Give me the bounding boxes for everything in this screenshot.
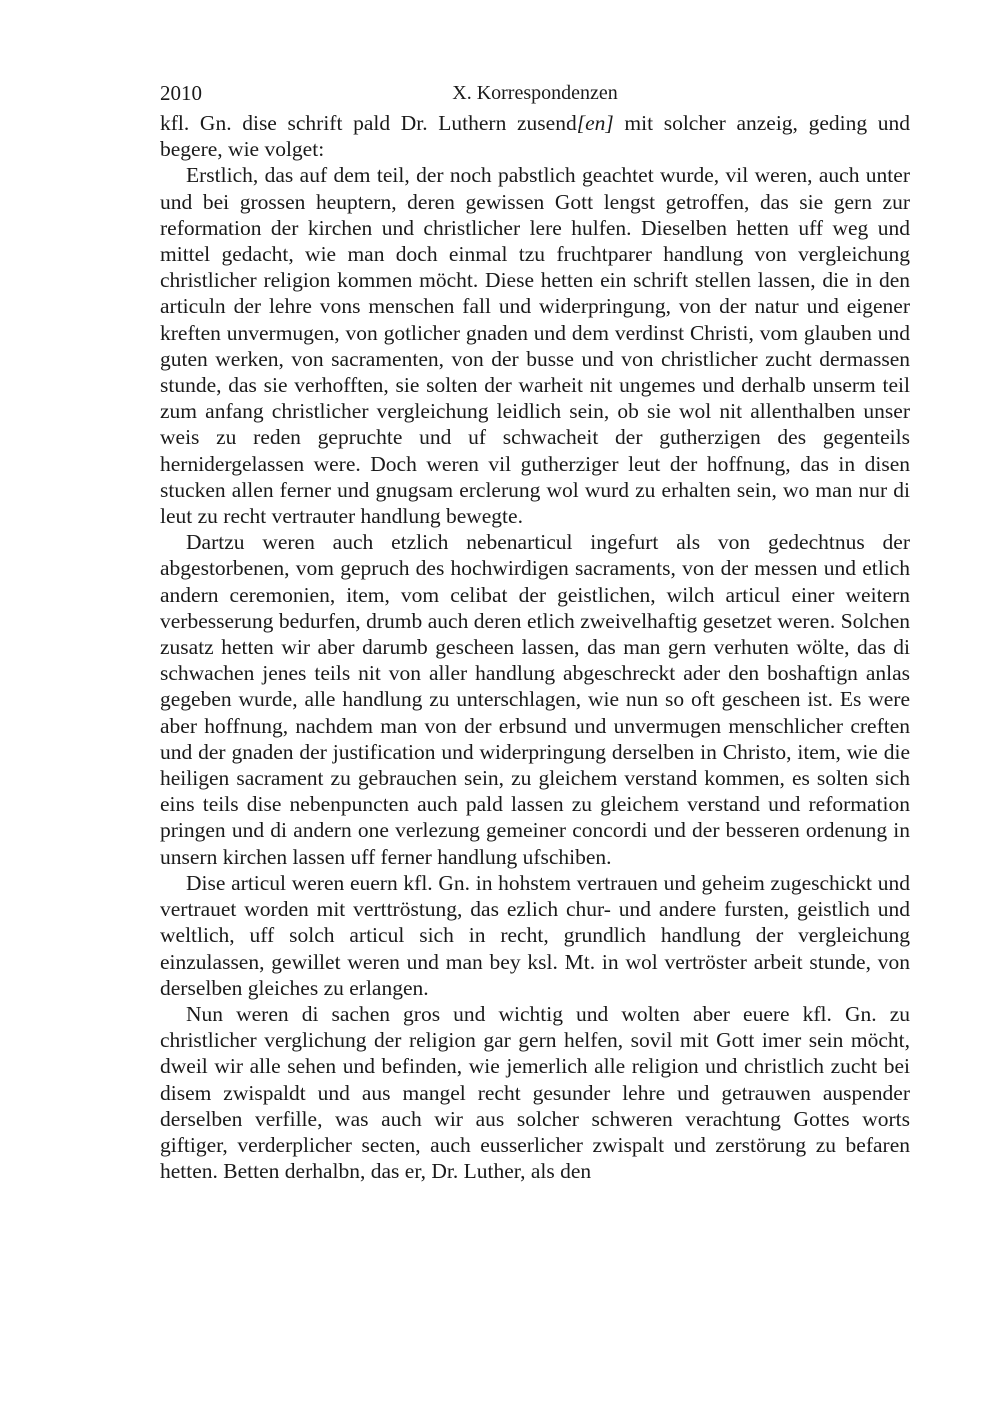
- paragraph-4: Dise articul weren euern kfl. Gn. in hohstem vertrauen und geheim zugeschickt und vertrauet worden mit verttröstung, das ezlich chur- und andere fursten, geistlich und weltlich, uff solch articul sich in recht, grundlich handlung der vergleichung einzulassen, gewillet weren und man bey ksl. Mt. in wol vertröster arbeit stunde, von derselben gleiches zu erlangen.: [160, 870, 910, 1000]
- paragraph-1-text-b: mit solcher anzeig, geding und begere, wie volget:: [160, 111, 911, 162]
- running-title: X. Korrespondenzen: [452, 82, 618, 104]
- page-number: 2010: [160, 81, 202, 105]
- body-text: [160, 110, 910, 1184]
- paragraph-5: Nun weren di sachen gros und wichtig und wolten aber euere kfl. Gn. zu christlicher verglichung der religion gar gern helfen, sovil mit Gott imer sein möcht, dweil wir alle sehen und befinden, wie jemerlich alle religion und christlich zucht bei disem zwispaldt und aus mangel recht gesunder lehre und getrauwen auspender derselben verfille, was auch wir aus solcher schweren verachtung Gottes worts giftiger, verderplicher secten, auch eusserlicher zwispalt und zerstörung zu befaren hetten. Betten derhalbn, das er, Dr. Luther, als den: [160, 1001, 910, 1184]
- paragraph-1-text-a: kfl. Gn. dise schrift pald Dr. Luthern zusend: [160, 111, 577, 135]
- paragraph-1: [160, 110, 910, 162]
- editorial-insertion: [en]: [576, 111, 614, 135]
- running-head: [160, 76, 910, 110]
- paragraph-2: Erstlich, das auf dem teil, der noch pabstlich geachtet wurde, vil weren, auch unter und bei grossen heuptern, deren gewissen Gott lengst getroffen, das sie gern zur reformation der kirchen und christlicher lere hulfen. Dieselben hetten uff weg und mittel gedacht, wie man doch einmal tzu fruchtparer handlung von vergleichung christlicher religion kommen möcht. Diese hetten ein schrift stellen lassen, die in den articuln der lehre vons menschen fall und widerpringung, von der natur und eigener kreften unvermugen, von gotlicher gnaden und dem verdinst Christi, vom glauben und guten werken, von sacramenten, von der busse und von christlicher zucht dermassen stunde, das sie verhofften, sie solten der warheit nit ungemes und derhalb unserm teil zum anfang christlicher vergleichung leidlich sein, ob sie wol nit allenthalben unser weis zu reden gepruchte und uf schwacheit der gutherzigen des gegenteils hernidergelassen were. Doch weren vil gutherziger leut der hoffnung, das in disen stucken allen ferner und gnugsam erclerung wol wurd zu erhalten sein, wo man nur di leut zu recht vertrauter handlung bewegte.: [160, 163, 910, 529]
- book-page: [160, 76, 910, 1184]
- paragraph-3: Dartzu weren auch etzlich nebenarticul ingefurt als von gedechtnus der abgestorbenen, vom gepruch des hochwirdigen sacraments, von der messen und etlich andern ceremonien, item, vom celibat der geistlichen, wilch articul einer weitern verbesserung bedurfen, drumb auch deren etlich zweivelhaftig gesetzet weren. Solchen zusatz hetten wir aber darumb gescheen lassen, das man gern verhuten wölte, das di schwachen jenes teils nit von aller handlung abgeschreckt ader den boshaftign anlas gegeben wurde, alle handlung zu unterschlagen, wie nun so oft gescheen ist. Es were aber hoffnung, nachdem man von der erbsund und unvermugen menschlicher creften und der gnaden der justification und widerpringung derselben in Christo, item, wie die heiligen sacrament zu gebrauchen sein, zu gleichem verstand kommen, es solten sich eins teils dise nebenpuncten auch pald lassen zu gleichem verstand und reformation pringen und di andern one verlezung gemeiner concordi und der besseren ordenung in unsern kirchen lassen uff ferner handlung ufschiben.: [160, 530, 910, 869]
